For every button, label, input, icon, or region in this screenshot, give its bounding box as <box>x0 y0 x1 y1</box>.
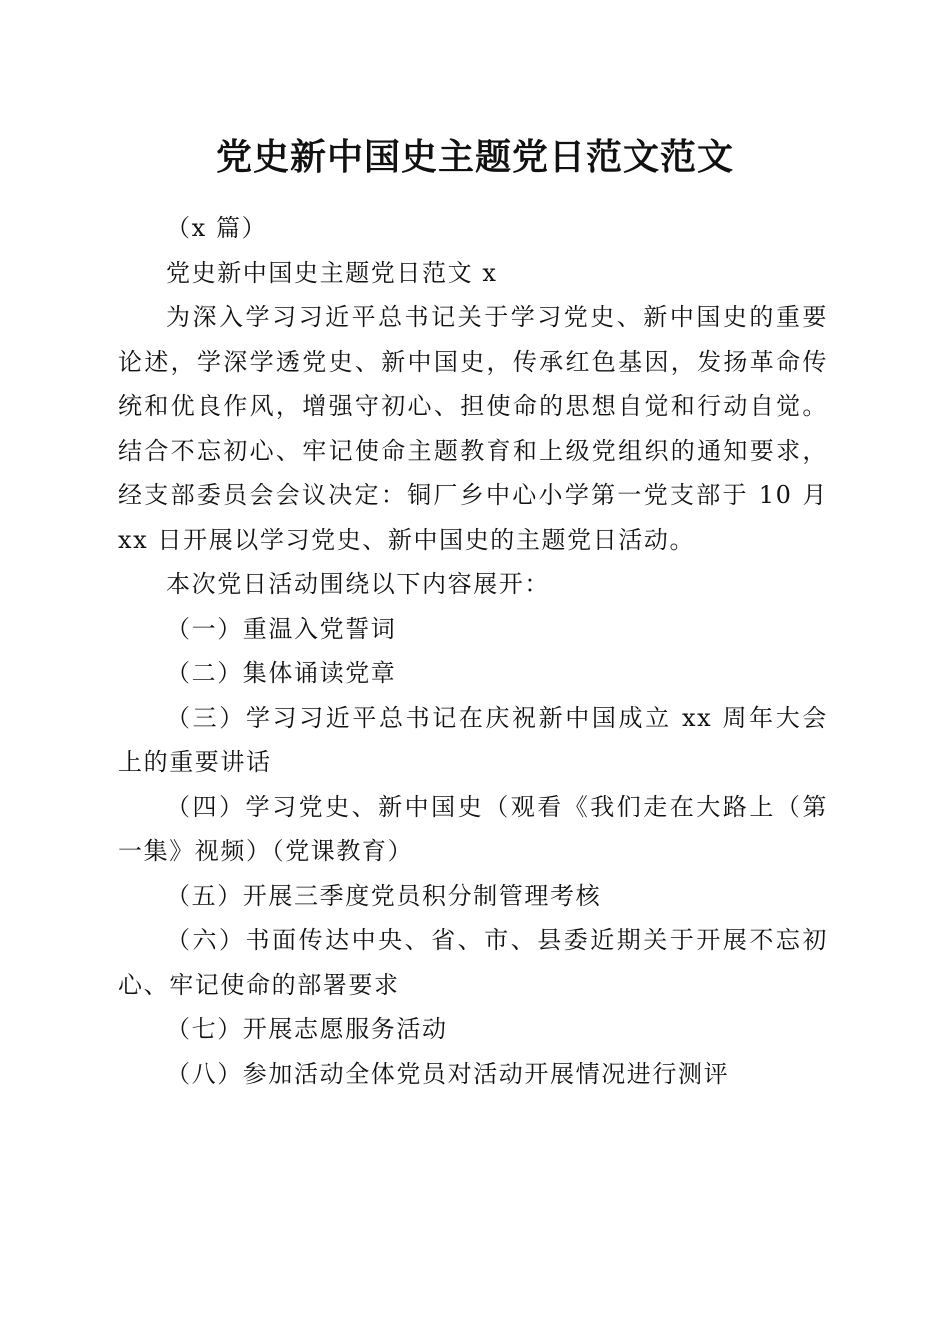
agenda-item-5: （五）开展三季度党员积分制管理考核 <box>166 881 602 910</box>
agenda-item-1: （一）重温入党誓词 <box>166 614 397 643</box>
agenda-item-2: （二）集体诵读党章 <box>166 659 397 687</box>
paragraph-article-count: （x 篇） <box>166 214 268 242</box>
agenda-item-8: （八）参加活动全体党员对活动开展情况进行测评 <box>166 1059 730 1088</box>
agenda-item-7: （七）开展志愿服务活动 <box>166 1015 448 1043</box>
agenda-item-6: （六）书面传达中央、省、市、县委近期关于开展不忘初心、牢记使命的部署要求 <box>118 926 828 999</box>
document-body <box>118 206 828 1096</box>
paragraph-agenda-lead: 本次党日活动围绕以下内容展开： <box>166 570 550 598</box>
paragraph-intro: 为深入学习习近平总书记关于学习党史、新中国史的重要论述，学深学透党史、新中国史，传承红色基因，发扬革命传统和优良作风，增强守初心、担使命的思想自觉和行动自觉。结合不忘初心、牢记使命主题教育和上级党组织的通知要求，经支部委员会会议决定：铜厂乡中心小学第一党支部于 10 月 xx 日开展以学习党史、新中国史的主题党日活动。 <box>118 303 828 554</box>
paragraph-subtitle: 党史新中国史主题党日范文 x <box>166 258 498 287</box>
agenda-item-4: （四）学习党史、新中国史（观看《我们走在大路上（第一集》视频）（党课教育） <box>118 792 828 865</box>
document-title: 党史新中国史主题党日范文范文 <box>215 137 734 178</box>
agenda-item-3: （三）学习习近平总书记在庆祝新中国成立 xx 周年大会上的重要讲话 <box>118 703 828 776</box>
